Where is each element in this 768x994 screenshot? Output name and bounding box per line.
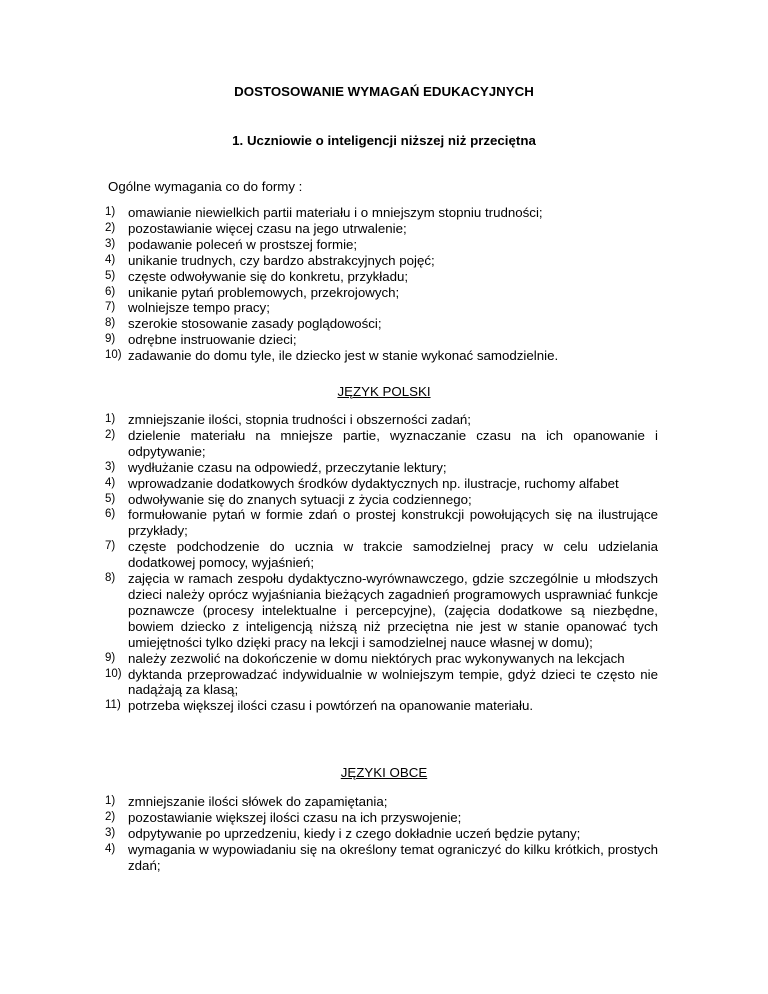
list-item: 6) formułowanie pytań w formie zdań o prostej konstrukcji powołujących się na ilustrujące przykłady;	[105, 507, 658, 539]
list-item: 6) unikanie pytań problemowych, przekrojowych;	[105, 284, 400, 300]
list-item: 2) dzielenie materiału na mniejsze partie, wyznaczanie czasu na ich opanowanie i odpytywanie;	[105, 427, 658, 459]
list-item: 10) zadawanie do domu tyle, ile dziecko jest w stanie wykonać samodzielnie.	[105, 348, 559, 364]
intro-text: Ogólne wymagania co do formy :	[108, 179, 303, 194]
list-item: 4) wymagania w wypowiadaniu się na określony temat ograniczyć do kilku krótkich, prostych zdań;	[105, 841, 658, 873]
general-requirements-list	[0, 205, 768, 364]
list-item: 1) zmniejszanie ilości, stopnia trudności i obszerności zadań;	[105, 412, 471, 427]
list-item: 4) wprowadzanie dodatkowych środków dydaktycznych np. ilustracje, ruchomy alfabet	[105, 475, 619, 491]
obce-list	[0, 794, 768, 874]
list-item: 9) odrębne instruowanie dzieci;	[105, 332, 297, 348]
list-item: 7) wolniejsze tempo pracy;	[105, 300, 270, 316]
list-item: 11) potrzeba większej ilości czasu i powtórzeń na opanowanie materiału.	[105, 698, 534, 714]
document-title: DOSTOSOWANIE WYMAGAŃ EDUKACYJNYCH	[234, 84, 534, 99]
list-item: 5) odwoływanie się do znanych sytuacji z życia codziennego;	[105, 491, 472, 507]
list-item: 2) pozostawianie więcej czasu na jego utrwalenie;	[105, 220, 407, 236]
list-item: 3) podawanie poleceń w prostszej formie;	[105, 236, 358, 252]
list-item: 1) omawianie niewielkich partii materiału i o mniejszym stopniu trudności;	[105, 205, 543, 220]
list-item: 3) wydłużanie czasu na odpowiedź, przeczytanie lektury;	[105, 459, 447, 475]
list-item: 10) dyktanda przeprowadzać indywidualnie w wolniejszym tempie, gdyż dzieci te często nie nadążają za klasą;	[105, 666, 658, 698]
list-item: 2) pozostawianie większej ilości czasu na ich przyswojenie;	[105, 809, 462, 825]
section-title-polski: JĘZYK POLSKI	[337, 384, 431, 399]
list-item: 8) zajęcia w ramach zespołu dydaktyczno-wyrównawczego, gdzie szczególnie u młodszych dzieci należy oprócz wyjaśniania bieżących zagadnień programowych usprawniać funkcje poznawcze (procesy intelektualne i percepcyjne), (zajęcia dodatkowe są niezbędne, bowiem dziecko z inteligencją niższą niż przeciętna nie jest w stanie opanować tych umiejętności tylko dzięki pracy na lekcji i samodzielnej nauce własnej w domu);	[105, 571, 658, 650]
polski-list	[0, 412, 768, 714]
list-item: 5) częste odwoływanie się do konkretu, przykładu;	[105, 268, 409, 284]
section-title-obce: JĘZYKI OBCE	[340, 765, 428, 780]
list-item: 3) odpytywanie po uprzedzeniu, kiedy i z czego dokładnie uczeń będzie pytany;	[105, 825, 581, 841]
list-item: 7) częste podchodzenie do ucznia w trakcie samodzielnej pracy w celu udzielania dodatkowej pomocy, wyjaśnień;	[105, 539, 658, 571]
list-item: 8) szerokie stosowanie zasady poglądowości;	[105, 316, 382, 332]
list-item: 9) należy zezwolić na dokończenie w domu niektórych prac wykonywanych na lekcjach	[105, 650, 625, 666]
list-item: 4) unikanie trudnych, czy bardzo abstrakcyjnych pojęć;	[105, 252, 435, 268]
document-subtitle: 1. Uczniowie o inteligencji niższej niż przeciętna	[232, 133, 536, 148]
list-item: 1) zmniejszanie ilości słówek do zapamiętania;	[105, 794, 388, 809]
